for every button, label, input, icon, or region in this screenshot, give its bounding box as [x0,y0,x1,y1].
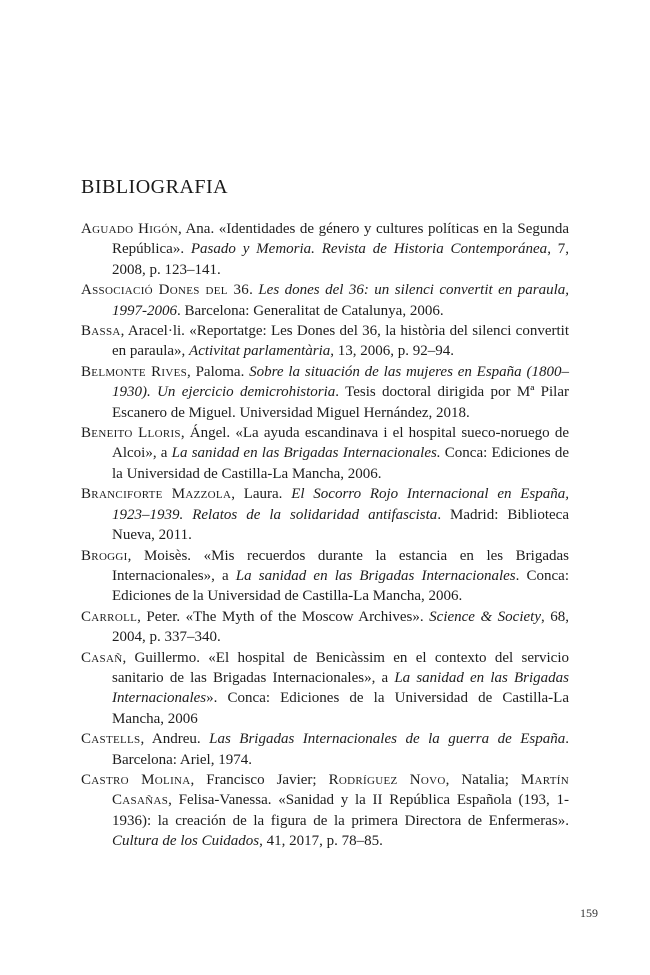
entry-text: . Conca: Ediciones de la Universidad de Castilla-La Mancha, 2006. [112,567,569,605]
entry-text: . Barcelona: Generalitat de Catalunya, 2006. [177,302,444,319]
page-number: 159 [580,906,598,920]
entry-text: , 7, 2008, p. 123–141. [112,241,570,278]
entry-text: . Tesis doctoral dirigida por Mª Pilar Escanero de Miguel. Universidad Miguel Hernández, 2018. [112,384,569,421]
section-heading: BIBLIOGRAFIA [81,176,229,198]
bibliography-entry [81,729,569,770]
bibliography-entry [81,362,569,423]
entry-text: , 68, 2004, p. 337–340. [112,608,570,646]
entry-title: Activitat parlamentària [189,343,331,360]
entry-text: , Felisa-Vanessa. «Sanidad y la II República Española (193, 1-1936): la creación de la figura de la primera Directora de Enfermeras». [112,792,569,829]
entry-text: , Peter. «The Myth of the Moscow Archives». [137,608,430,625]
entry-text: . Barcelona: Ariel, 1974. [112,731,569,768]
entry-title: Science & Society [429,608,541,625]
entry-text: , Aracel·li. «Reportatge: Les Dones del 36, la història del silenci convertit en paraula», [112,323,569,360]
entry-text: , Ana. «Identidades de género y cultures políticas en la Segunda República». [112,221,570,258]
entry-title: Las Brigadas Internacionales de la guerra de España [209,731,566,748]
entry-text: , Laura. [231,486,292,503]
entry-author: Aguado Higón [81,221,179,237]
bibliography-entry [81,219,569,280]
entry-text: ». Conca: Ediciones de la Universidad de Castilla-La Mancha, 2006 [112,690,569,727]
entry-author: Rodríguez Novo [328,771,446,788]
bibliography-entry [81,321,569,362]
entry-text: , Moisès. «Mis recuerdos durante la estancia en les Brigadas Internacionales», a [112,547,569,584]
entry-author: Castells [81,731,141,748]
bibliography-entry [81,770,569,852]
entry-text: . [249,282,259,299]
entry-author: Associació Dones del 36 [81,282,250,299]
entry-text: , Francisco Javier; [190,771,329,788]
entry-author: Broggi [81,547,128,564]
entry-author: Belmonte Rives [81,363,188,380]
entry-author: Carroll [81,608,138,625]
entry-title: Pasado y Memoria. Revista de Historia Contemporánea [190,241,548,258]
entry-text: , Guillermo. «El hospital de Benicàssim en el contexto del servicio sanitario de las Brigadas Internacionales», a [112,649,569,686]
entry-text: , Paloma. [187,363,250,380]
entry-text: , 13, 2006, p. 92–94. [330,343,455,360]
bibliography-entry [81,423,569,484]
entry-title: La sanidad en las Brigadas Internacionales [235,567,516,584]
entry-text: Conca: Ediciones de la Universidad de Castilla-La Mancha, 2006. [112,445,570,482]
entry-title: El Socorro Rojo Internacional en España, 1923–1939. Relatos de la solidaridad antifascista [112,486,569,523]
entry-text: , Natalia; [445,771,521,788]
bibliography-entry [81,546,569,607]
entry-author: Casañ [81,649,123,666]
entry-title: La sanidad en las Brigadas Internacionales [112,669,569,707]
entry-author: Martín Casañas [112,771,569,809]
entry-text: , Ángel. «La ayuda escandinava i el hospital sueco-noruego de Alcoi», a [112,425,569,462]
entry-author: Beneito Lloris [81,425,181,442]
entry-title: La sanidad en las Brigadas Internacionales. [171,445,441,462]
entry-text: , 41, 2017, p. 78–85. [259,833,383,850]
entry-author: Bassa [81,323,121,340]
bibliography-entry [81,607,569,648]
entry-text: . Madrid: Biblioteca Nueva, 2011. [112,506,569,544]
entry-title: Les dones del 36: un silenci convertit en paraula, 1997-2006 [112,282,569,319]
bibliography-entry [81,484,569,545]
entry-author: Castro Molina [81,771,191,788]
entry-title: Cultura de los Cuidados [112,833,260,850]
entry-text: , Andreu. [140,731,210,748]
bibliography-entry [81,280,569,321]
bibliography-list [81,219,569,852]
entry-author: Branciforte Mazzola [81,486,232,503]
entry-title: Sobre la situación de las mujeres en España (1800–1930). Un ejercicio demicrohistoria [112,363,569,401]
bibliography-entry [81,648,569,730]
